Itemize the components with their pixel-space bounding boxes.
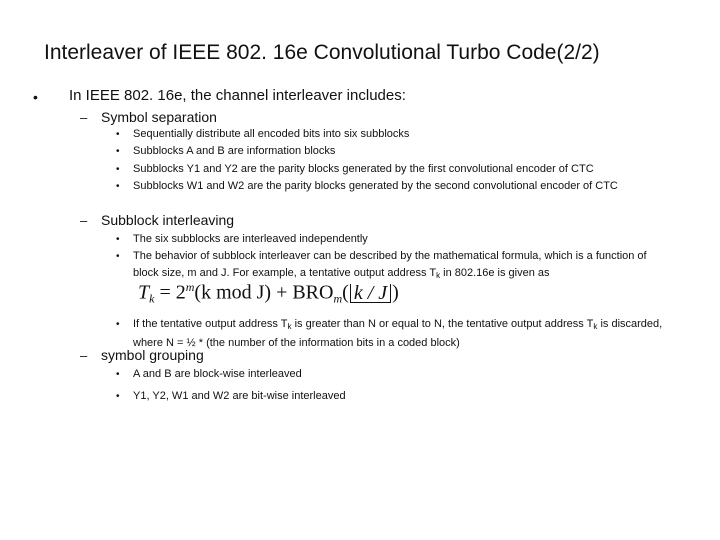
bullet-marker: • [116,129,120,140]
level1-bullet: • [33,89,38,105]
intro-text: In IEEE 802. 16e, the channel interleaver includes: [69,87,406,104]
bullet-marker: • [116,251,120,262]
list-item: If the tentative output address $T_k$ is greater than N or equal to N, the tentative output address $T_k$ is discarded, where N = ½ * (the number of the information bits in a coded block) [133,318,663,349]
list-item: Subblocks W1 and W2 are the parity blocks generated by the second convolutional encoder of CTC [133,180,618,192]
list-item: The behavior of subblock interleaver can be described by the mathematical formula, which is a function of block size, m and J. For example, a tentative output address $T_k$ in 802.16e is given as [133,250,647,280]
dash-marker: – [80,348,88,363]
bullet-marker: • [116,369,120,380]
list-item: The six subblocks are interleaved independently [133,233,368,245]
list-item: Subblocks A and B are information blocks [133,145,336,157]
bullet-marker: • [116,181,120,192]
dash-marker: – [80,110,88,125]
bullet-marker: • [116,234,120,245]
list-item: Sequentially distribute all encoded bits into six subblocks [133,128,410,140]
symbol-grouping-heading: symbol grouping [101,347,204,363]
symbol-separation-heading: Symbol separation [101,109,217,125]
dash-marker: – [80,213,88,228]
bullet-marker: • [116,146,120,157]
list-item: Y1, Y2, W1 and W2 are bit-wise interleaved [133,390,346,402]
bullet-marker: • [116,164,120,175]
bullet-marker: • [116,319,120,330]
list-item: A and B are block-wise interleaved [133,368,302,380]
subblock-interleaving-heading: Subblock interleaving [101,212,235,228]
slide-title: Interleaver of IEEE 802. 16e Convolutional Turbo Code(2/2) [44,41,600,64]
list-item: Subblocks Y1 and Y2 are the parity blocks generated by the first convolutional encoder of CTC [133,163,594,175]
tentative-address-formula: $T_k = 2^m(k$ mod $J) + BRO_m$( k / J ) [138,280,399,306]
bullet-marker: • [116,391,120,402]
